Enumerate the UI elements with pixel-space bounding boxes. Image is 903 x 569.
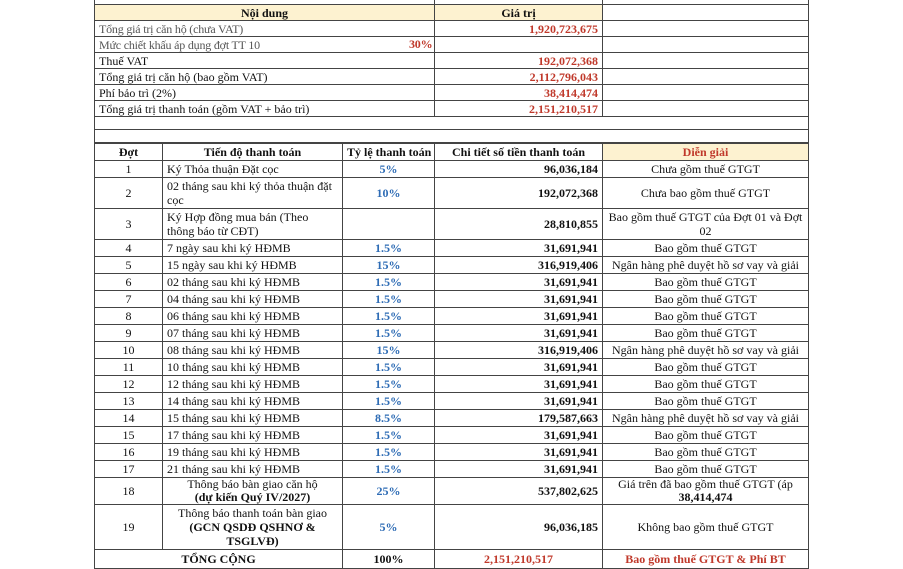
row-dien-giai: Ngân hàng phê duyệt hồ sơ vay và giải <box>603 257 809 274</box>
row-so-tien: 28,810,855 <box>435 209 603 240</box>
row-dot: 16 <box>95 444 163 461</box>
table-row <box>95 257 809 274</box>
row-so-tien: 31,691,941 <box>435 240 603 257</box>
row-dien-giai: Bao gồm thuế GTGT <box>603 461 809 478</box>
total-so-tien: 2,151,210,517 <box>435 550 603 569</box>
row-dien-giai: Bao gồm thuế GTGT <box>603 325 809 342</box>
row-tien-do: 07 tháng sau khi ký HĐMB <box>163 325 343 342</box>
row-so-tien: 96,036,184 <box>435 161 603 178</box>
row-tien-do: 10 tháng sau khi ký HĐMB <box>163 359 343 376</box>
row-ty-le <box>343 209 435 240</box>
total-dien-giai: Bao gồm thuế GTGT & Phí BT <box>603 550 809 569</box>
table-row <box>95 427 809 444</box>
row-ty-le: 1.5% <box>343 291 435 308</box>
row-so-tien: 316,919,406 <box>435 257 603 274</box>
row-tien-do: 12 tháng sau khi ký HĐMB <box>163 376 343 393</box>
row-ty-le: 15% <box>343 342 435 359</box>
row-so-tien: 31,691,941 <box>435 461 603 478</box>
row-dot: 12 <box>95 376 163 393</box>
row-ty-le: 10% <box>343 178 435 209</box>
row-ty-le: 8.5% <box>343 410 435 427</box>
row-tien-do: 17 tháng sau khi ký HĐMB <box>163 427 343 444</box>
summary-header-value: Giá trị <box>435 5 603 21</box>
row-tien-do: 7 ngày sau khi ký HĐMB <box>163 240 343 257</box>
summary-table <box>94 0 809 143</box>
row-dot: 17 <box>95 461 163 478</box>
row-dien-giai: Bao gồm thuế GTGT của Đợt 01 và Đợt 02 <box>603 209 809 240</box>
summary-header <box>95 5 809 21</box>
table-row <box>95 240 809 257</box>
row-tien-do: 15 ngày sau khi ký HĐMB <box>163 257 343 274</box>
schedule-header <box>95 144 809 161</box>
col-ty-le: Tỷ lệ thanh toán <box>343 144 435 161</box>
row-ty-le: 1.5% <box>343 393 435 410</box>
row-ty-le: 1.5% <box>343 359 435 376</box>
schedule-total <box>95 550 809 569</box>
col-dien-giai: Diễn giải <box>603 144 809 161</box>
row-dien-giai: Bao gồm thuế GTGT <box>603 427 809 444</box>
row-so-tien: 192,072,368 <box>435 178 603 209</box>
row-so-tien: 31,691,941 <box>435 427 603 444</box>
row-so-tien: 31,691,941 <box>435 376 603 393</box>
row-so-tien: 31,691,941 <box>435 444 603 461</box>
total-ty-le: 100% <box>343 550 435 569</box>
row-tien-do: 19 tháng sau khi ký HĐMB <box>163 444 343 461</box>
row-dien-giai: Bao gồm thuế GTGT <box>603 291 809 308</box>
row-dot: 15 <box>95 427 163 444</box>
row-dot: 5 <box>95 257 163 274</box>
row-dot: 9 <box>95 325 163 342</box>
table-row <box>95 393 809 410</box>
table-row <box>95 178 809 209</box>
row-tien-do: Ký Hợp đồng mua bán (Theo thông báo từ CĐT) <box>163 209 343 240</box>
row-so-tien: 31,691,941 <box>435 308 603 325</box>
summary-row: Tổng giá trị căn hộ (chưa VAT) 1,920,723,675 <box>95 21 809 37</box>
row-dot: 7 <box>95 291 163 308</box>
table-row <box>95 308 809 325</box>
row-tien-do: 04 tháng sau khi ký HĐMB <box>163 291 343 308</box>
row-ty-le: 1.5% <box>343 427 435 444</box>
schedule-row-18: 18 Thông báo bàn giao căn hộ (dự kiến Quý IV/2027) 25% 537,802,625 Giá trên đã bao gồm thuế GTGT (áp 38,414,474 <box>95 478 809 505</box>
row-dien-giai: Bao gồm thuế GTGT <box>603 393 809 410</box>
col-chi-tiet: Chi tiết số tiền thanh toán <box>435 144 603 161</box>
row-ty-le: 1.5% <box>343 444 435 461</box>
schedule-table <box>94 143 809 569</box>
row-tien-do: 21 tháng sau khi ký HĐMB <box>163 461 343 478</box>
row-so-tien: 316,919,406 <box>435 342 603 359</box>
row-tien-do: 14 tháng sau khi ký HĐMB <box>163 393 343 410</box>
row-dot: 13 <box>95 393 163 410</box>
row-dien-giai: Ngân hàng phê duyệt hồ sơ vay và giải <box>603 410 809 427</box>
col-dot: Đợt <box>95 144 163 161</box>
table-row <box>95 359 809 376</box>
row-tien-do: 02 tháng sau khi ký thỏa thuận đặt cọc <box>163 178 343 209</box>
payment-sheet <box>94 0 808 569</box>
row-so-tien: 179,587,663 <box>435 410 603 427</box>
row-dot: 11 <box>95 359 163 376</box>
row-ty-le: 1.5% <box>343 461 435 478</box>
summary-header-content: Nội dung <box>95 5 435 21</box>
row-dien-giai: Chưa bao gồm thuế GTGT <box>603 178 809 209</box>
row-dot: 8 <box>95 308 163 325</box>
summary-row: Thuế VAT 192,072,368 <box>95 53 809 69</box>
summary-row: Phí bảo trì (2%) 38,414,474 <box>95 85 809 101</box>
row-dot: 2 <box>95 178 163 209</box>
row-tien-do: 06 tháng sau khi ký HĐMB <box>163 308 343 325</box>
row-tien-do: 08 tháng sau khi ký HĐMB <box>163 342 343 359</box>
row-so-tien: 31,691,941 <box>435 274 603 291</box>
col-tien-do: Tiến độ thanh toán <box>163 144 343 161</box>
table-row <box>95 342 809 359</box>
row-dot: 6 <box>95 274 163 291</box>
row-dien-giai: Bao gồm thuế GTGT <box>603 376 809 393</box>
summary-row: Tổng giá trị căn hộ (bao gồm VAT) 2,112,796,043 <box>95 69 809 85</box>
row-dot: 4 <box>95 240 163 257</box>
row-ty-le: 1.5% <box>343 325 435 342</box>
row-ty-le: 1.5% <box>343 274 435 291</box>
row-dien-giai: Bao gồm thuế GTGT <box>603 240 809 257</box>
row-ty-le: 1.5% <box>343 308 435 325</box>
table-row <box>95 291 809 308</box>
row-tien-do: Ký Thỏa thuận Đặt cọc <box>163 161 343 178</box>
table-row <box>95 325 809 342</box>
row-dot: 14 <box>95 410 163 427</box>
table-row <box>95 274 809 291</box>
total-label: TỔNG CỘNG <box>95 550 343 569</box>
summary-row: Tổng giá trị thanh toán (gồm VAT + bảo trì) 2,151,210,517 <box>95 101 809 117</box>
row-dien-giai: Bao gồm thuế GTGT <box>603 444 809 461</box>
row-ty-le: 1.5% <box>343 240 435 257</box>
row-tien-do: 15 tháng sau khi ký HĐMB <box>163 410 343 427</box>
row-dien-giai: Bao gồm thuế GTGT <box>603 359 809 376</box>
table-row <box>95 410 809 427</box>
schedule-row-19: 19 Thông báo thanh toán bàn giao (GCN QSDĐ QSHNƠ & TSGLVĐ) 5% 96,036,185 Không bao gồm thuế GTGT <box>95 505 809 550</box>
table-row <box>95 444 809 461</box>
row-dot: 3 <box>95 209 163 240</box>
row-dot: 10 <box>95 342 163 359</box>
row-ty-le: 5% <box>343 161 435 178</box>
row-ty-le: 1.5% <box>343 376 435 393</box>
row-dien-giai: Bao gồm thuế GTGT <box>603 308 809 325</box>
schedule-rows <box>95 161 809 478</box>
table-row <box>95 461 809 478</box>
row-dien-giai: Chưa gồm thuế GTGT <box>603 161 809 178</box>
row-dot: 1 <box>95 161 163 178</box>
row-dien-giai: Ngân hàng phê duyệt hồ sơ vay và giải <box>603 342 809 359</box>
table-row <box>95 209 809 240</box>
table-row <box>95 376 809 393</box>
row-tien-do: 02 tháng sau khi ký HĐMB <box>163 274 343 291</box>
row-so-tien: 31,691,941 <box>435 359 603 376</box>
row-so-tien: 31,691,941 <box>435 291 603 308</box>
table-row <box>95 161 809 178</box>
summary-row: Mức chiết khấu áp dụng đợt TT 10 30% <box>95 37 809 53</box>
row-ty-le: 15% <box>343 257 435 274</box>
row-so-tien: 31,691,941 <box>435 393 603 410</box>
row-so-tien: 31,691,941 <box>435 325 603 342</box>
row-dien-giai: Bao gồm thuế GTGT <box>603 274 809 291</box>
